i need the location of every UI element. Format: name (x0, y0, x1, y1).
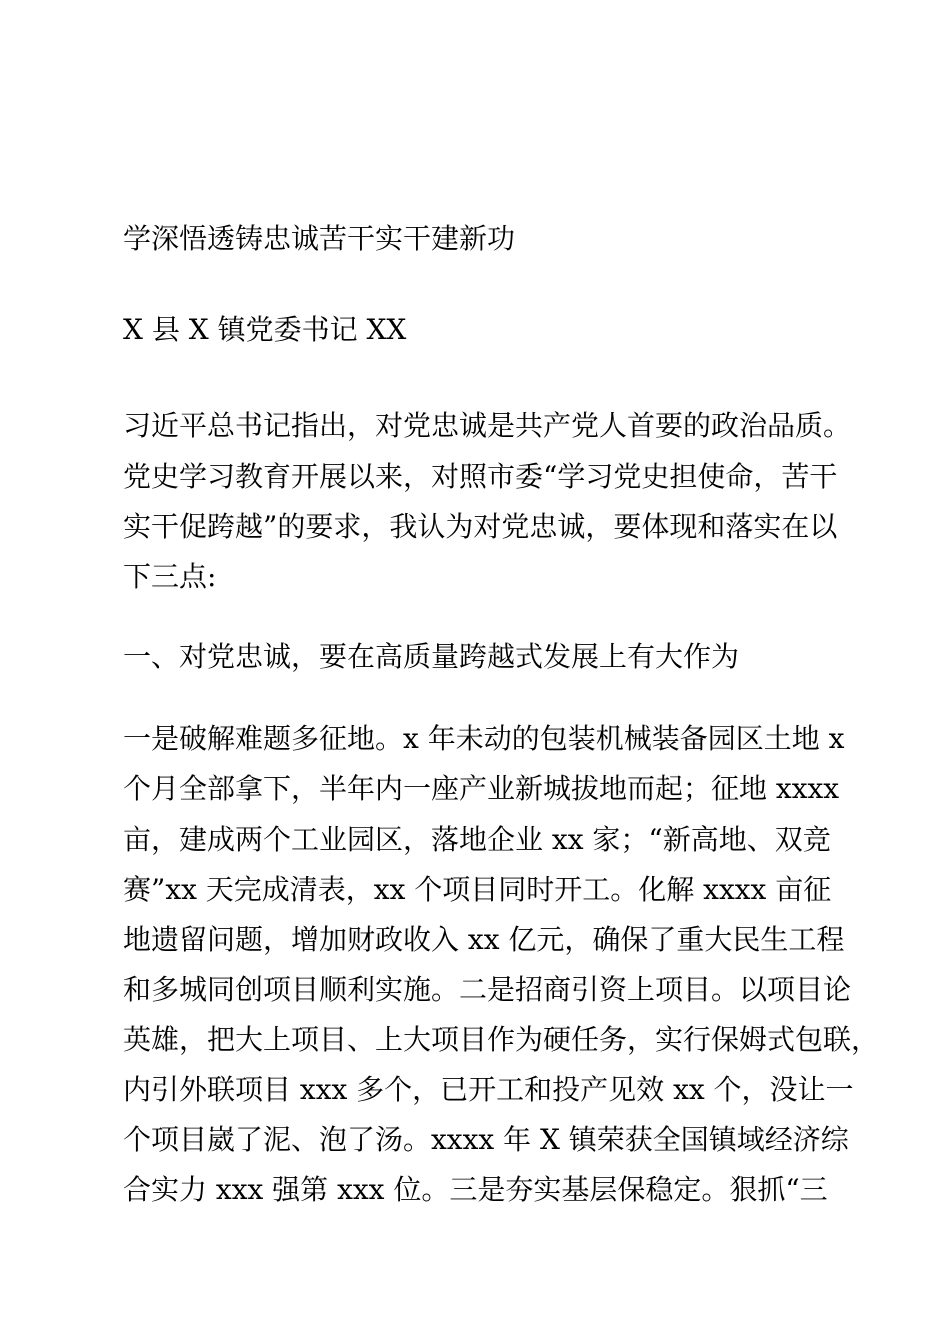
section-heading: 一、对党忠诚，要在高质量跨越式发展上有大作为 (123, 640, 740, 673)
body-line: 英雄，把大上项目、上大项目作为硬任务，实行保姆式包联， (123, 1023, 880, 1056)
body-line: 个月全部拿下，半年内一座产业新城拔地而起；征地 xxxx (123, 772, 840, 805)
document-title: 学深悟透铸忠诚苦干实干建新功 (123, 222, 516, 255)
body-line: 亩，建成两个工业园区，落地企业 xx 家；“新高地、双竞 (123, 823, 831, 856)
body-line: 地遗留问题，增加财政收入 xx 亿元，确保了重大民生工程 (123, 923, 845, 956)
intro-line: 实干促跨越”的要求，我认为对党忠诚，要体现和落实在以 (123, 510, 838, 543)
intro-line: 习近平总书记指出，对党忠诚是共产党人首要的政治品质。 (123, 409, 852, 442)
body-line: 个项目崴了泥、泡了汤。xxxx 年 X 镇荣获全国镇域经济综 (123, 1123, 849, 1156)
intro-line: 党史学习教育开展以来，对照市委“学习党史担使命，苦干 (123, 460, 838, 493)
intro-line: 下三点: (123, 560, 217, 593)
body-line: 一是破解难题多征地。x 年未动的包装机械装备园区土地 x (123, 722, 845, 755)
body-line: 合实力 xxx 强第 xxx 位。三是夯实基层保稳定。狠抓“三 (123, 1173, 828, 1206)
body-line: 和多城同创项目顺利实施。二是招商引资上项目。以项目论 (123, 973, 852, 1006)
body-line: 赛”xx 天完成清表，xx 个项目同时开工。化解 xxxx 亩征 (123, 873, 832, 906)
author-line: X 县 X 镇党委书记 XX (123, 313, 407, 346)
body-line: 内引外联项目 xxx 多个，已开工和投产见效 xx 个，没让一 (123, 1073, 854, 1106)
